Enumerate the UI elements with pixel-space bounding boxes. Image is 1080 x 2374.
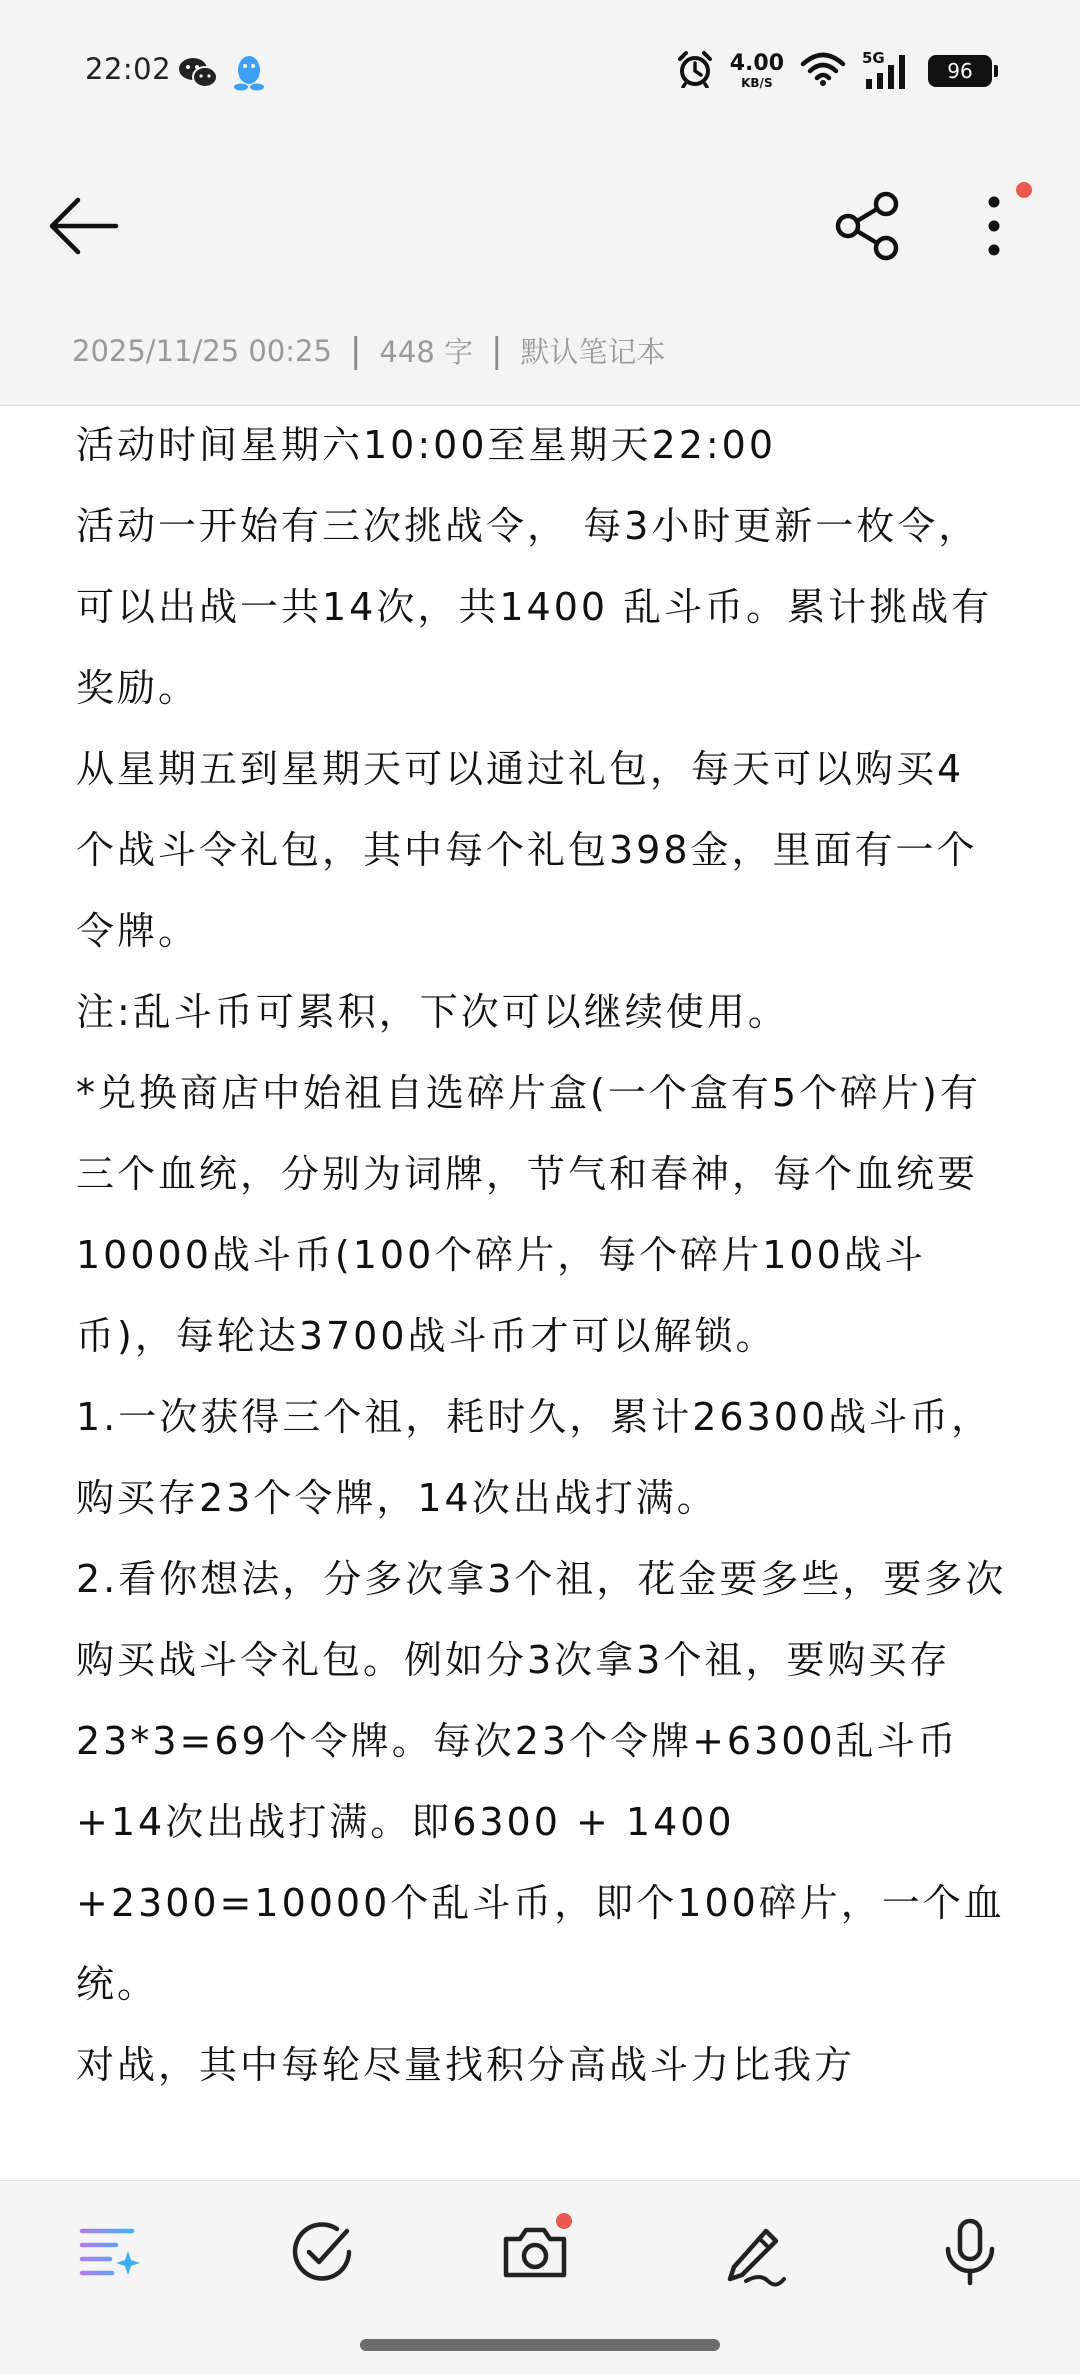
net-speed-unit: KB/S [741, 76, 773, 90]
handwriting-button[interactable] [720, 2217, 790, 2287]
note-meta [72, 330, 665, 371]
net-speed-value: 4.00 [729, 51, 784, 76]
note-paragraph: 1.一次获得三个祖，耗时久，累计26300战斗币，购买存23个令牌，14次出战打满。 [76, 1395, 993, 1520]
camera-button[interactable] [500, 2217, 570, 2287]
network-label: 5G [862, 49, 885, 67]
handwriting-pen-icon [720, 2217, 790, 2287]
checklist-icon [287, 2217, 357, 2287]
note-paragraph: 注:乱斗币可累积，下次可以继续使用。 [76, 990, 789, 1034]
status-time: 22:02 [85, 52, 172, 86]
checklist-button[interactable] [287, 2217, 357, 2287]
more-vertical-icon [964, 188, 1024, 264]
alarm-icon [676, 50, 714, 92]
battery-icon: 96 [928, 55, 992, 87]
note-paragraph: 2.看你想法，分多次拿3个祖，花金要多些，要多次购买战斗令礼包。例如分3次拿3个祖，要购买存23*3=69个令牌。每次23个令牌+6300乱斗币+14次出战打满。即6300 + 1400 +2300=10000个乱斗币，即个100碎片，一个血统。 [76, 1557, 1007, 2006]
notebook-name[interactable]: 默认笔记本 [520, 335, 666, 369]
note-datetime: 2025/11/25 00:25 [72, 333, 332, 368]
status-bar [0, 0, 1080, 140]
note-paragraph: 活动时间星期六10:00至星期天22:00 [76, 423, 777, 467]
notification-dot [556, 2213, 572, 2229]
wifi-icon [800, 52, 846, 90]
voice-input-button[interactable] [935, 2217, 1005, 2287]
word-count: 448 字 [379, 335, 473, 369]
status-right-icons [676, 50, 992, 92]
back-button[interactable] [44, 186, 124, 266]
note-paragraph: *兑换商店中始祖自选碎片盒(一个盒有5个碎片)有三个血统，分别为词牌，节气和春神，每个血统要10000战斗币(100个碎片，每个碎片100战斗币)，每轮达3700战斗币才可以解锁。 [76, 1071, 981, 1358]
arrow-left-icon [44, 186, 124, 266]
more-options-button[interactable] [964, 188, 1024, 264]
note-paragraph: 从星期五到星期天可以通过礼包，每天可以购买4 个战斗令礼包，其中每个礼包398金，里面有一个令牌。 [76, 747, 978, 953]
meta-separator: | [349, 330, 362, 371]
net-speed [730, 53, 784, 89]
share-button[interactable] [830, 188, 906, 264]
share-icon [830, 188, 906, 264]
qq-icon [232, 54, 266, 96]
meta-separator: | [491, 330, 503, 371]
note-header [0, 140, 1080, 406]
signal-5g-icon [862, 51, 912, 91]
note-paragraph: 对战，其中每轮尽量找积分高战斗力比我方 [76, 2043, 856, 2087]
status-left-icons [178, 54, 266, 96]
ai-format-icon [76, 2217, 146, 2287]
note-content[interactable] [76, 405, 1011, 2180]
ai-format-button[interactable] [76, 2217, 146, 2287]
home-indicator[interactable] [360, 2339, 720, 2351]
wechat-icon [178, 56, 218, 94]
note-paragraph: 活动一开始有三次挑战令， 每3小时更新一枚令，可以出战一共14次，共1400 乱斗币。累计挑战有奖励。 [76, 504, 993, 710]
notification-dot [1016, 182, 1032, 198]
microphone-icon [935, 2217, 1005, 2287]
